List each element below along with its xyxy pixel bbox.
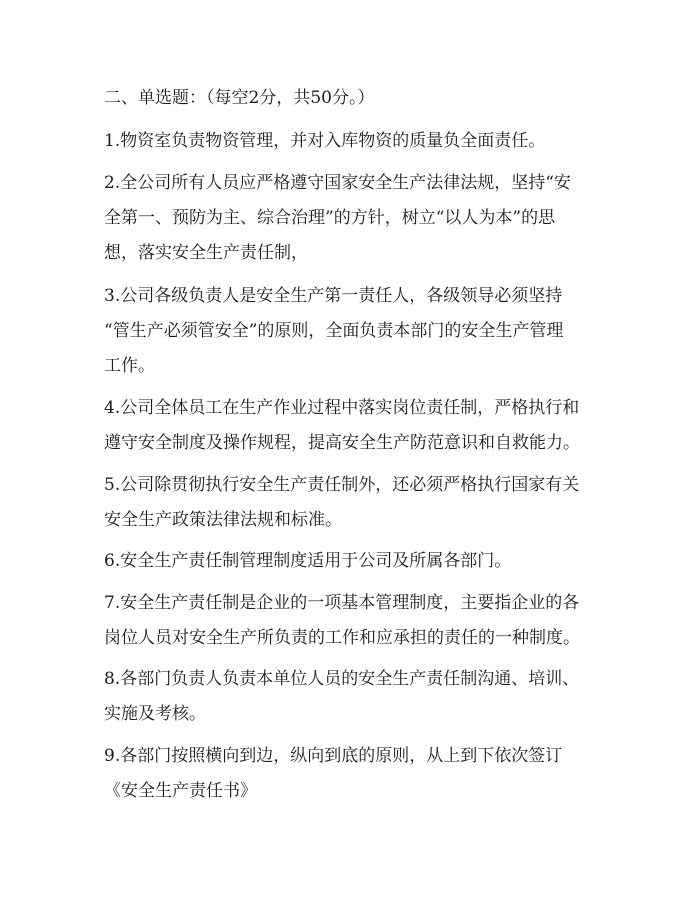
text-line: 8.各部门负责人负责本单位人员的安全生产责任制沟通、培训、	[104, 669, 580, 689]
question-6	[104, 544, 594, 579]
text-line: 实施及考核。	[104, 704, 206, 724]
text-line: 3.公司各级负责人是安全生产第一责任人，各级领导必须坚持	[104, 286, 563, 306]
text-line: 想，落实安全生产责任制，	[104, 243, 308, 263]
question-1	[104, 124, 594, 159]
question-3	[104, 279, 594, 384]
question-4	[104, 391, 594, 461]
question-2	[104, 166, 594, 271]
text-line: “管生产必须管安全”的原则，全面负责本部门的安全生产管理	[104, 321, 564, 341]
section-heading: 二、单选题：（每空2分，共50分。）	[104, 88, 375, 108]
text-line: 4.公司全体员工在生产作业过程中落实岗位责任制，严格执行和	[104, 398, 580, 418]
text-line: 全第一、预防为主、综合治理”的方针，树立“以人为本”的思	[104, 208, 556, 228]
text-line: 《安全生产责任书》	[104, 781, 257, 801]
text-line: 1.物资室负责物资管理，并对入库物资的质量负全面责任。	[104, 131, 546, 151]
text-line: 安全生产政策法律法规和标准。	[104, 510, 342, 530]
text-line: 2.全公司所有人员应严格遵守国家安全生产法律法规，坚持“安	[104, 173, 571, 193]
text-line: 遵守安全制度及操作规程，提高安全生产防范意识和自救能力。	[104, 433, 580, 453]
text-line: 5.公司除贯彻执行安全生产责任制外，还必须严格执行国家有关	[104, 475, 580, 495]
question-5	[104, 468, 594, 538]
text-line: 7.安全生产责任制是企业的一项基本管理制度，主要指企业的各	[104, 593, 580, 613]
text-line: 岗位人员对安全生产所负责的工作和应承担的责任的一种制度。	[104, 628, 580, 648]
text-line: 工作。	[104, 356, 155, 376]
question-8	[104, 662, 594, 732]
question-7	[104, 586, 594, 656]
question-9	[104, 739, 594, 809]
text-line: 6.安全生产责任制管理制度适用于公司及所属各部门。	[104, 551, 512, 571]
text-line: 9.各部门按照横向到边，纵向到底的原则，从上到下依次签订	[104, 746, 563, 766]
